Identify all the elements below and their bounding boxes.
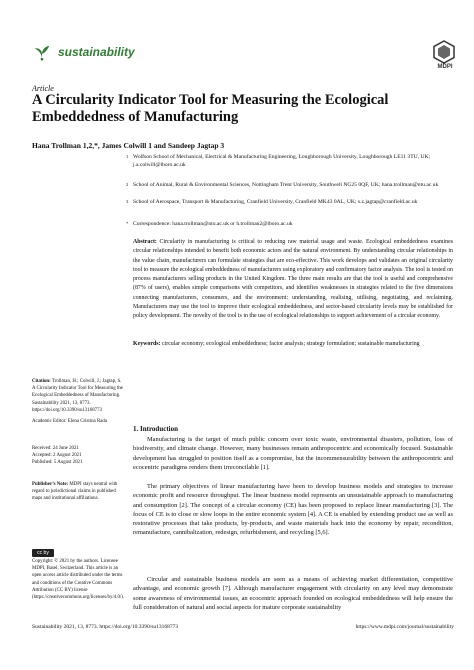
cc-license-badge[interactable]: cc by (32, 549, 54, 557)
article-type: Article (32, 84, 54, 93)
keywords (133, 340, 453, 349)
affiliation-number: * (126, 221, 129, 226)
copyright-block (32, 558, 124, 601)
affiliation-text: Correspondence: hana.trollman@ntu.ac.uk or h.trollman2@lboro.ac.uk (133, 221, 293, 227)
keywords-text: circular economy; ecological embeddedness; factor analysis; strategy formulation; sustainable manufacturing (161, 341, 420, 347)
affiliation-1 (126, 153, 453, 169)
correspondence (126, 220, 453, 228)
affiliation-text: School of Aerospace, Transport & Manufacturing, Cranfield University, Cranfield MK43 0AL, UK; s.z.jagtap@cranfield.ac.uk (133, 199, 418, 205)
publisher-name: MDPI (437, 64, 453, 70)
editor-name: Elena Cristina Rada (67, 419, 107, 424)
mdpi-logo-icon[interactable] (432, 40, 456, 64)
intro-paragraph-2: The primary objectives of linear manufacturing have been to develop business models and strategies to increase economic profit and resource throughput. The linear business model represents an unsustainable approach to manufacturing and consumption [2]. The concept of a circular economy (CE) has been proposed to replace linear manufacturing [3]. The focus of CE is to close or slow loops in the entire economic system [4]. A CE is enabled by extending product use as well as restorative processes that take products, by-products, and waste materials back into the economy by repair, recondition, remanufacture, cannibalization, redesign, refurbishment, and recycling [5,6]. (133, 483, 453, 537)
publisher-note-label: Publisher’s Note: (32, 482, 69, 487)
received-date: Received: 24 June 2021 (32, 446, 79, 451)
footer-citation[interactable]: Sustainability 2021, 13, 8773. https://doi.org/10.3390/su13168773 (32, 624, 179, 630)
copyright-text: Copyright: © 2021 by the authors. Licensee MDPI, Basel, Switzerland. This article is an open access article distributed under the terms and conditions of the Creative Commons Attribution (CC BY) license (https://creativecommons.org/licenses/by/4.0/). (32, 559, 125, 601)
accepted-date: Accepted: 2 August 2021 (32, 453, 82, 459)
affiliation-3 (126, 198, 453, 206)
affiliation-2 (126, 181, 453, 189)
citation-label: Citation: (32, 379, 51, 384)
author-list[interactable]: Hana Trollman 1,2,*, James Colwill 1 and Sandeep Jagtap 3 (32, 141, 225, 150)
abstract-label: Abstract: (133, 239, 157, 245)
publisher-note-text: MDPI stays neutral with regard to jurisdictional claims in published maps and institutional affiliations. (32, 482, 118, 502)
keywords-label: Keywords: (133, 341, 161, 347)
citation-text[interactable]: Trollman, H.; Colwill, J.; Jagtap, S. A Circularity Indicator Tool for Measuring the Ecological Embeddedness of Manufacturing. Sustainability 2021, 13, 8773. https://doi.org/10.3390/su13168773 (32, 379, 123, 413)
dates-block (32, 445, 124, 467)
sustainability-logo-icon (33, 43, 51, 61)
editor-block (32, 418, 124, 425)
affiliation-number: 2 (126, 182, 129, 187)
intro-paragraph-1: Manufacturing is the target of much public concern over toxic waste, environmental disasters, pollution, loss of biodiversity, and climate change. However, many businesses remain anthropocentric and economically focused. Sustainable development has struggled to position itself as a compromise, but the incommensurability between the anthropocentric and ecocentric paradigms renders them irreconcilable [1]. (133, 436, 453, 471)
affiliation-number: 3 (126, 199, 129, 204)
publisher-note (32, 481, 124, 503)
citation-block (32, 378, 124, 414)
article-title: A Circularity Indicator Tool for Measuring the Ecological Embeddedness of Manufacturing (32, 92, 389, 125)
intro-paragraph-3: Circular and sustainable business models are seen as a means of achieving market differentiation, competitive advantage, and economic growth [7]. Although manufacturer engagement with circularity on any level may demonstrate some awareness of environmental issues, an ecocentric approach founded on ecological embeddedness will help ensure the full consideration of natural and social aspects for mature corporate sustainability (133, 576, 453, 611)
affiliation-text: Wolfson School of Mechanical, Electrical & Manufacturing Engineering, Loughborough University, Loughborough LE11 3TU, UK; j.a.colwill@lboro.ac.uk (133, 154, 431, 169)
abstract-text: Circularity in manufacturing is critical to reducing raw material usage and waste. Ecological embeddedness examines circular relationships intended to benefit both economic actors and the natural environment. By understanding circular relationships in the value chain, manufacturers can formulate strategies that are eco-effective. This work develops and validates an original circularity tool to measure the ecological embeddedness of manufacturers using exploratory and confirmatory factor analysis. The tool is tested on process manufacturers selling products in the United Kingdom. The three main results are that the tool is useful and comprehensive (87% of users), enables simple comparisons with competitors, and identifies weaknesses in strategies related to the five dimensions connecting manufacturers, consumers, and the environment: understanding, realising, utilising, negotiating, and reclaiming. Manufacturers may use the tool to improve their ecological embeddedness, and sector-based circularity levels may be established for policy development. The novelty of the tool is in the use of ecological relationships to support achievement of a circular economy. (133, 239, 453, 320)
affiliation-text: School of Animal, Rural & Environmental Sciences, Nottingham Trent University, Southwell NG25 0QF, UK; hana.trollman@ntu.ac.uk (133, 182, 439, 188)
journal-name[interactable]: sustainability (58, 45, 135, 59)
abstract (133, 238, 453, 322)
editor-label: Academic Editor: (32, 419, 67, 424)
footer-journal-url[interactable]: https://www.mdpi.com/journal/sustainability (355, 624, 454, 630)
published-date: Published: 5 August 2021 (32, 460, 83, 466)
section-heading: 1. Introduction (133, 425, 178, 433)
affiliation-number: 1 (126, 154, 129, 159)
